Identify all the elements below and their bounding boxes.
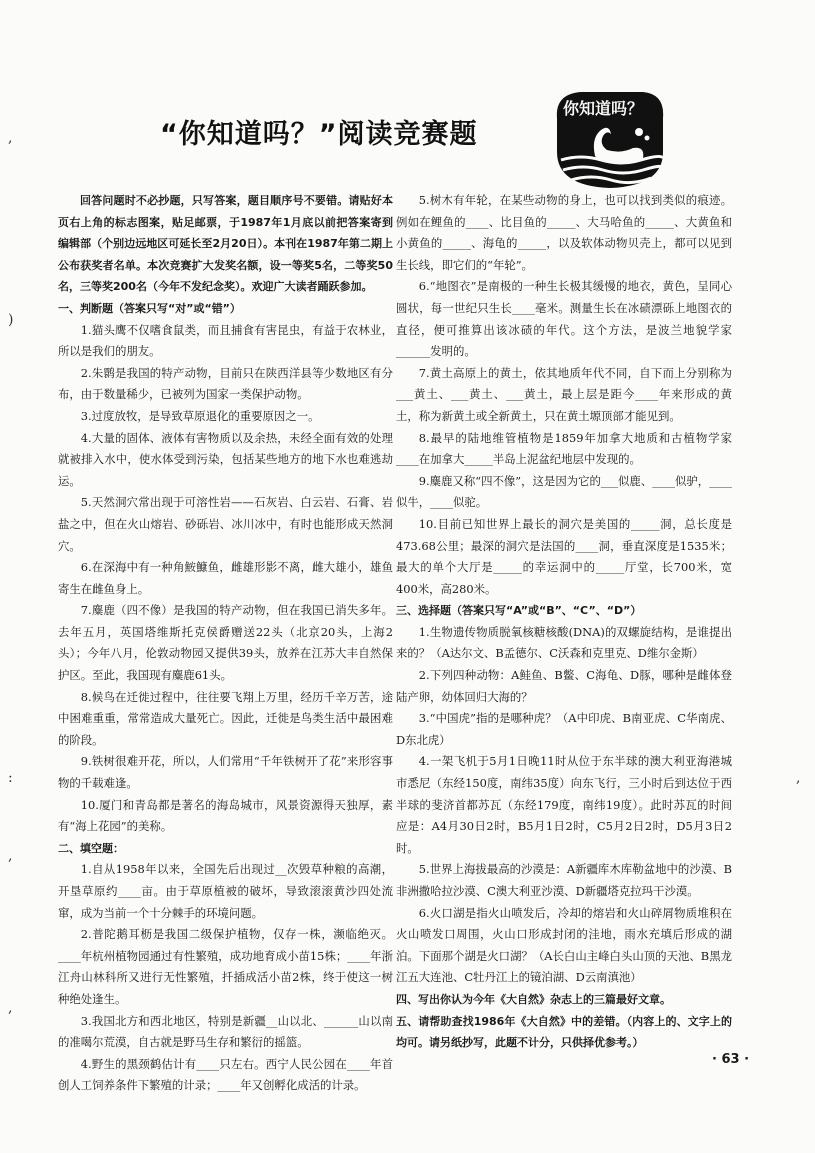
question-paragraph: 7.黄土高原上的黄土，依其地质年代不同，自下而上分别称为___黄土、___黄土、___黄土，最上层是距今____年来形成的黄土，称为新黄土或全新黄土，只在黄土塬顶部才能见到。 [396,365,732,423]
question-paragraph: 10.目前已知世界上最长的洞穴是美国的_____洞，总长度是473.68公里；最深的洞穴是法国的____洞，垂直深度是1535米；最大的单个大厅是_____的幸运洞中的_____厅堂，长700米，宽400米，高280米。 [396,516,732,596]
question-paragraph: 1.自从1958年以来，全国先后出现过__次毁草种粮的高潮，开垦草原约____亩。由于草原植被的破坏，导致滚滚黄沙四处流窜，成为当前一个十分棘手的环境问题。 [58,862,393,920]
page-title: “你知道吗？”阅读竞赛题 [160,119,478,150]
swan-emblem-graphic [551,88,669,190]
question-paragraph: 9.铁树很难开花，所以，人们常用“千年铁树开了花”来形容事物的千载难逢。 [58,754,393,791]
question-paragraph: 2.朱鹮是我国的特产动物，目前只在陕西洋县等少数地区有分布，由于数量稀少，已被列为国家一类保护动物。 [58,365,393,402]
section-heading: 五、请帮助查找1986年《大自然》中的差错。（内容上的、文字上的均可。请另纸抄写，此题不计分，只供择优参考。） [396,1014,732,1050]
margin-mark: , [8,848,13,864]
question-paragraph: 5.世界上海拔最高的沙漠是：A新疆库木库勒盆地中的沙漠、B非洲撒哈拉沙漠、C澳大利亚沙漠、D新疆塔克拉玛干沙漠。 [396,862,732,898]
margin-mark: , [8,130,13,146]
question-paragraph: 7.麋鹿（四不像）是我国的特产动物，但在我国已消失多年。去年五月，英国塔维斯托克侯爵赠送22头（北京20头，上海2头）；今年八月，伦敦动物园又提供39头，放养在江苏大丰自然保护区。至此，我国现有麋鹿61头。 [58,603,393,683]
section-heading: 三、选择题（答案只写“A”或“B”、“C”、“D”） [396,604,642,618]
margin-mark: , [796,770,801,786]
question-paragraph: 2.普陀鹅耳枥是我国二级保护植物，仅存一株，濒临绝灭。____年杭州植物园通过有性繁殖，成功地育成小苗15株；____年浙江舟山林科所又进行无性繁殖，扦插成活小苗2株，终于使这一树种绝处逢生。 [58,927,393,1006]
swan-emblem [551,88,669,190]
question-paragraph: 6.“地图衣”是南极的一种生长极其缓慢的地衣，黄色，呈同心圆状，每一世纪只生长____毫米。测量生长在冰碛漂砾上地图衣的直径，便可推算出该冰碛的年代。这个方法，是波兰地貌学家______发明的。 [396,279,732,359]
question-paragraph: 6.在深海中有一种角鮟鱇鱼，雌雄形影不离，雌大雄小，雄鱼寄生在雌鱼身上。 [58,560,393,596]
margin-mark: : [8,770,13,786]
question-paragraph: 3.我国北方和西北地区，特别是新疆__山以北、______山以南的准噶尔荒漠，自古就是野马生存和繁衍的摇篮。 [58,1013,393,1050]
question-paragraph: 3.“中国虎”指的是哪种虎？（A中印虎、B南亚虎、C华南虎、D东北虎） [396,711,732,747]
question-paragraph: 10.厦门和青岛都是著名的海岛城市，风景资源得天独厚，素有“海上花园”的美称。 [58,797,393,834]
page-number: · 63 · [712,1052,750,1067]
question-paragraph: 5.天然洞穴常出现于可溶性岩——石灰岩、白云岩、石膏、岩盐之中，但在火山熔岩、砂砾岩、冰川冰中，有时也能形成天然洞穴。 [58,495,393,553]
question-paragraph: 9.麋鹿又称“四不像”，这是因为它的___似鹿、____似驴，____似牛，____似驼。 [396,473,732,510]
margin-mark: ) [8,312,14,328]
question-paragraph: 8.最早的陆地维管植物是1859年加拿大地质和古植物学家____在加拿大_____半岛上泥盆纪地层中发现的。 [396,430,732,467]
question-paragraph: 5.树木有年轮，在某些动物的身上，也可以找到类似的痕迹。例如在鲤鱼的____、比目鱼的_____、大马哈鱼的_____、大黄鱼和小黄鱼的_____、海龟的_____，以及软体动物贝壳上，都可以见到生长线，即它们的“年轮”。 [396,193,732,272]
right-column [396,190,732,1054]
intro-paragraph: 回答问题时不必抄题，只写答案，题目顺序号不要错。请贴好本页右上角的标志图案，贴足邮票，于1987年1月底以前把答案寄到编辑部（个别边远地区可延长至2月20日）。本刊在1987年第二期上公布获奖者名单。本次竞赛扩大发奖名额，设一等奖5名，二等奖50名，三等奖200名（今年不发纪念奖）。欢迎广大读者踊跃参加。 [58,194,393,294]
section-heading: 一、判断题（答案只写“对”或“错”） [58,301,241,315]
question-paragraph: 1.猫头鹰不仅嗜食鼠类，而且捕食有害昆虫，有益于农林业，所以是我们的朋友。 [58,322,393,359]
question-paragraph: 4.一架飞机于5月1日晚11时从位于东半球的澳大利亚海港城市悉尼（东经150度，南纬35度）向东飞行，三小时后到达位于西半球的斐济首都苏瓦（东经179度，南纬19度）。此时苏瓦的时间应是：A4月30日2时，B5月1日2时，C5月2日2时，D5月3日2时。 [396,754,732,855]
question-paragraph: 2.下列四种动物：A鲑鱼、B鳖、C海龟、D豚，哪种是雌体登陆产卵，幼体回归大海的？ [396,668,732,704]
question-paragraph: 1.生物遗传物质脱氧核糖核酸(DNA)的双螺旋结构，是谁提出来的？（A达尔文、B孟德尔、C沃森和克里克、D维尔金斯） [396,624,732,661]
question-paragraph: 4.大量的固体、液体有害物质以及余热，未经全面有效的处理就被排入水中，使水体受到污染，包括某些地方的地下水也难逃劫运。 [58,430,393,488]
emblem-label: 你知道吗？ [563,99,644,118]
section-heading: 二、填空题： [58,841,124,855]
margin-mark: , [8,1000,13,1016]
question-paragraph: 8.候鸟在迁徙过程中，往往要飞翔上万里，经历千辛万苦，途中困难重重，常常造成大量死亡。因此，迁徙是鸟类生活中最困难的阶段。 [58,689,393,747]
section-heading: 四、写出你认为今年《大自然》杂志上的三篇最好文章。 [396,992,671,1006]
left-column [58,190,393,1097]
question-paragraph: 4.野生的黑颈鹤估计有____只左右。西宁人民公园在____年首创人工饲养条件下繁殖的计录；____年又创孵化成活的计录。 [58,1056,393,1093]
question-paragraph: 3.过度放牧，是导致草原退化的重要原因之一。 [80,408,320,423]
question-paragraph: 6.火口湖是指火山喷发后，冷却的熔岩和火山碎屑物质堆积在火山喷发口周围，火山口形成封闭的洼地，雨水充填后形成的湖泊。下面那个湖是火口湖？（A长白山主峰白头山顶的天池、B黑龙江五大连池、C牡丹江上的镜泊湖、D云南滇池） [396,905,732,985]
